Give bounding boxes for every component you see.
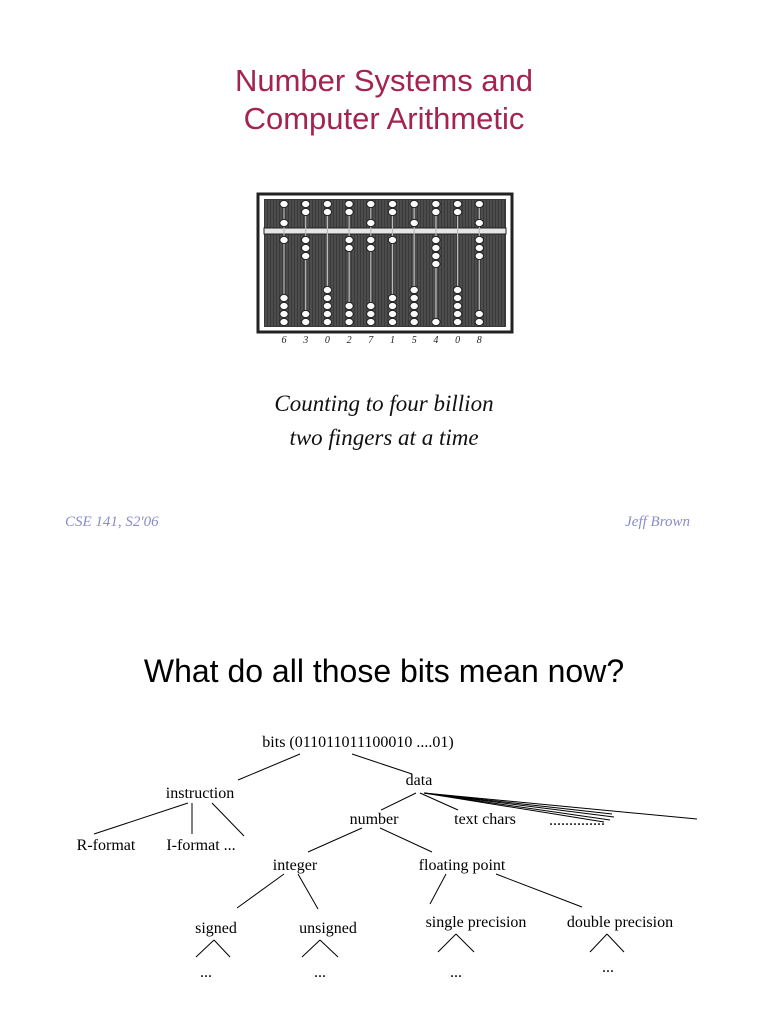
abacus-bead xyxy=(453,310,461,317)
abacus-bead xyxy=(323,200,331,207)
edge-number-float xyxy=(380,828,432,852)
bits-meaning-slide xyxy=(0,580,768,1024)
author-label: Jeff Brown xyxy=(625,514,690,530)
abacus-digit-label: 8 xyxy=(476,335,482,346)
abacus-bead xyxy=(280,310,288,317)
abacus-digit-label: 3 xyxy=(303,335,309,346)
abacus-bead xyxy=(367,302,375,309)
abacus-bead xyxy=(410,302,418,309)
abacus-bead xyxy=(410,318,418,325)
abacus-bead xyxy=(280,318,288,325)
edge-unsigned-left xyxy=(302,940,320,957)
abacus-bead xyxy=(302,236,310,243)
abacus-bead xyxy=(367,219,375,226)
abacus-bead xyxy=(302,318,310,325)
abacus-digit-label: 6 xyxy=(281,335,287,346)
abacus-bead xyxy=(323,302,331,309)
abacus-bead xyxy=(432,244,440,251)
abacus-bead xyxy=(323,208,331,215)
abacus-bead xyxy=(410,219,418,226)
abacus-bead xyxy=(388,302,396,309)
node-unsigned-more: ... xyxy=(314,964,326,981)
node-i-format: I-format ... xyxy=(166,837,236,854)
abacus-bead xyxy=(432,208,440,215)
abacus-bead xyxy=(410,200,418,207)
edge-double-right xyxy=(607,934,624,952)
node-signed-more: ... xyxy=(200,964,212,981)
abacus-digit-label: 4 xyxy=(433,335,439,346)
abacus-bead xyxy=(345,318,353,325)
abacus-bead xyxy=(453,208,461,215)
abacus-bead xyxy=(280,302,288,309)
edge-signed-left xyxy=(196,940,214,957)
node-integer: integer xyxy=(272,857,318,874)
abacus-bead xyxy=(388,294,396,301)
abacus-bead xyxy=(388,318,396,325)
node-data: data xyxy=(405,772,433,789)
abacus-bead xyxy=(323,286,331,293)
edge-integer-unsigned xyxy=(298,874,318,909)
abacus-bead xyxy=(345,236,353,243)
abacus-bead xyxy=(432,252,440,259)
node-unsigned: unsigned xyxy=(299,920,357,937)
abacus-bead xyxy=(367,244,375,251)
abacus-bead xyxy=(367,200,375,207)
subtitle-line1: Counting to four billion xyxy=(274,391,494,416)
edge-single-left xyxy=(438,934,456,952)
abacus-bead xyxy=(367,236,375,243)
abacus-bead xyxy=(475,252,483,259)
abacus-bead xyxy=(345,208,353,215)
node-r-format: R-format xyxy=(76,837,136,854)
edge-unsigned-right xyxy=(320,940,338,957)
abacus-bead xyxy=(388,208,396,215)
abacus-bead xyxy=(280,294,288,301)
abacus-bead xyxy=(475,219,483,226)
edge-float-double xyxy=(496,874,582,907)
subtitle xyxy=(0,387,768,455)
node-single-precision: single precision xyxy=(425,914,527,931)
subtitle-line2: two fingers at a time xyxy=(289,425,479,450)
abacus-bead xyxy=(302,252,310,259)
abacus-bead xyxy=(388,236,396,243)
abacus-digit-label: 1 xyxy=(390,335,395,346)
abacus-bead xyxy=(453,318,461,325)
abacus-bead xyxy=(367,310,375,317)
abacus-bead xyxy=(323,310,331,317)
abacus-bead xyxy=(388,200,396,207)
abacus-bead xyxy=(410,286,418,293)
edge-number-integer xyxy=(308,828,362,852)
abacus-digit-label: 0 xyxy=(455,335,461,346)
abacus-digit-label: 2 xyxy=(346,335,352,346)
edge-root-instruction xyxy=(238,754,300,780)
bits-hierarchy-tree xyxy=(0,580,768,1024)
course-label: CSE 141, S2'06 xyxy=(65,514,159,530)
abacus-bead xyxy=(453,294,461,301)
edge-instruction-rformat xyxy=(94,803,188,834)
node-signed: signed xyxy=(195,920,237,937)
abacus-bead xyxy=(323,318,331,325)
abacus-bead xyxy=(453,302,461,309)
abacus-beam xyxy=(264,228,506,234)
node-single-more: ... xyxy=(450,964,462,981)
slide-title-line2: Computer Arithmetic xyxy=(243,101,525,136)
abacus-digit-label: 0 xyxy=(324,335,330,346)
edge-instruction-more xyxy=(212,803,244,836)
abacus-bead xyxy=(475,200,483,207)
node-number: number xyxy=(349,811,399,828)
abacus-illustration xyxy=(250,190,520,350)
abacus-bead xyxy=(345,302,353,309)
abacus-bead xyxy=(302,200,310,207)
abacus-bead xyxy=(410,294,418,301)
abacus-bead xyxy=(367,318,375,325)
abacus-bead xyxy=(280,236,288,243)
abacus-bead xyxy=(453,286,461,293)
slide-title xyxy=(0,62,768,138)
abacus-bead xyxy=(475,244,483,251)
edge-double-left xyxy=(590,934,607,952)
abacus-bead xyxy=(323,294,331,301)
node-bits-root: bits (011011011100010 ....01) xyxy=(262,734,454,751)
abacus-bead xyxy=(345,244,353,251)
node-data-more: .............. xyxy=(549,812,605,829)
abacus-bead xyxy=(475,318,483,325)
edge-integer-signed xyxy=(237,874,284,908)
edge-single-right xyxy=(456,934,474,952)
abacus-bead xyxy=(345,200,353,207)
edge-signed-right xyxy=(214,940,230,957)
abacus-bead xyxy=(302,244,310,251)
abacus-bead xyxy=(302,310,310,317)
abacus-bead xyxy=(432,200,440,207)
abacus-bead xyxy=(432,236,440,243)
abacus-bead xyxy=(345,310,353,317)
edge-data-number xyxy=(381,793,416,810)
abacus-bead xyxy=(475,310,483,317)
abacus-bead xyxy=(280,219,288,226)
slide-title-line1: Number Systems and xyxy=(234,63,534,98)
abacus-bead xyxy=(302,208,310,215)
node-floating-point: floating point xyxy=(418,857,506,874)
abacus-digit-label: 7 xyxy=(368,335,374,346)
node-text-chars: text chars xyxy=(454,811,516,828)
edge-root-data xyxy=(352,754,412,774)
abacus-bead xyxy=(432,260,440,267)
node-double-more: ... xyxy=(602,959,614,976)
slide-title: What do all those bits mean now? xyxy=(143,653,625,689)
abacus-bead xyxy=(453,200,461,207)
abacus-digit-label: 5 xyxy=(411,335,417,346)
abacus-bead xyxy=(410,310,418,317)
abacus-bead xyxy=(388,310,396,317)
abacus-bead xyxy=(280,200,288,207)
node-double-precision: double precision xyxy=(566,914,674,931)
node-instruction: instruction xyxy=(165,785,235,802)
edge-float-single xyxy=(430,874,446,904)
abacus-bead xyxy=(475,236,483,243)
abacus-bead xyxy=(432,318,440,325)
